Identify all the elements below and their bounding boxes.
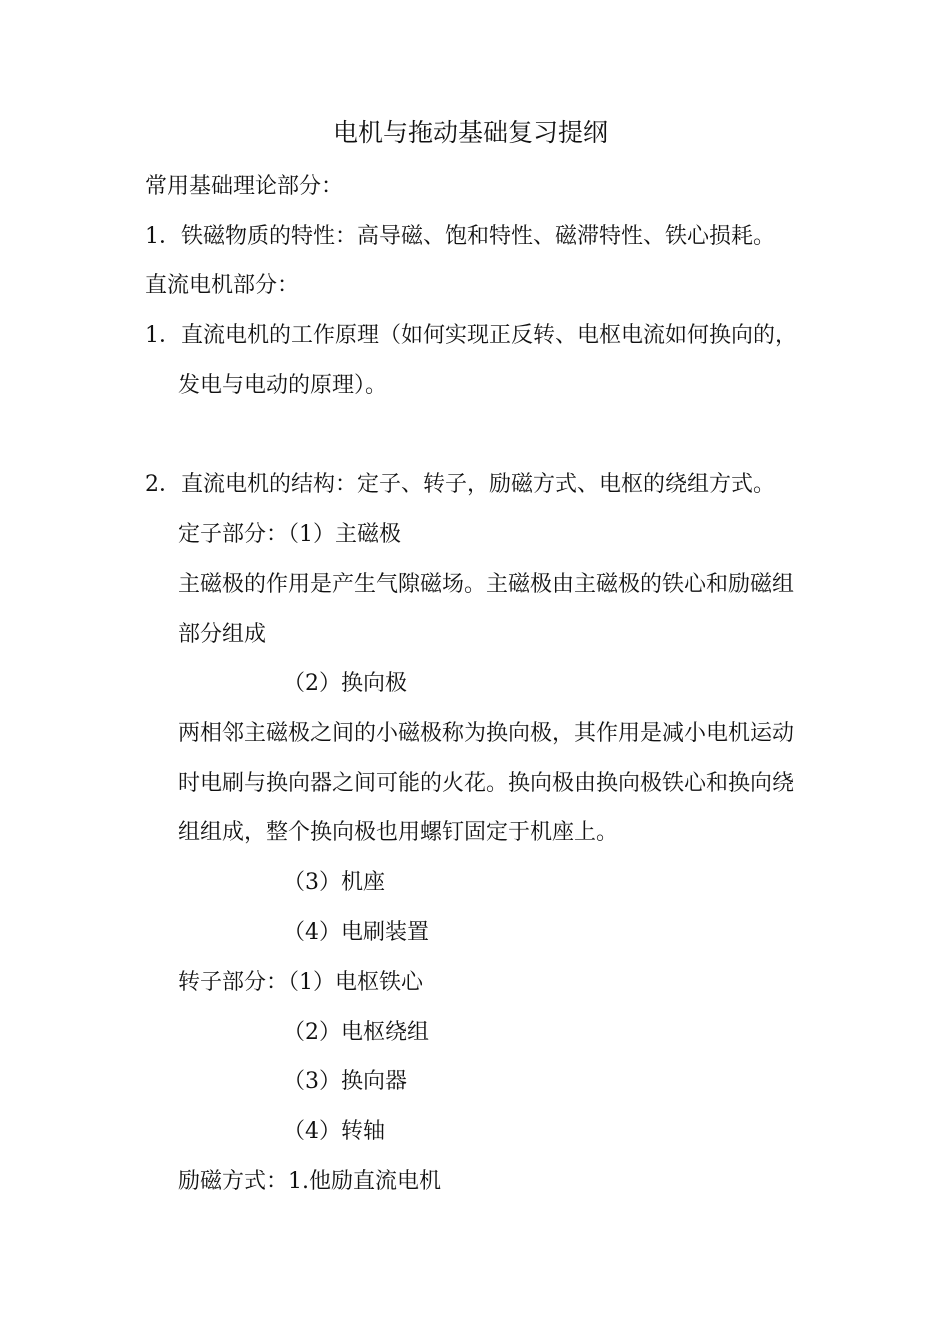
list-item: 1．铁磁物质的特性：高导磁、饱和特性、磁滞特性、铁心损耗。 (145, 224, 775, 249)
sub-item: （2）换向极 (283, 671, 407, 696)
sub-item: （4）电刷装置 (283, 920, 429, 945)
paragraph-line: 部分组成 (178, 622, 267, 647)
subsection-excitation: 励磁方式：1.他励直流电机 (178, 1169, 441, 1194)
paragraph-line: 两相邻主磁极之间的小磁极称为换向极，其作用是减小电机运动 (178, 721, 795, 746)
sub-item: （2）电枢绕组 (283, 1020, 429, 1045)
section-heading-basic-theory: 常用基础理论部分： (145, 174, 344, 199)
paragraph-line: 主磁极的作用是产生气隙磁场。主磁极由主磁极的铁心和励磁组 (178, 572, 795, 597)
sub-item: （3）换向器 (283, 1069, 407, 1094)
paragraph-line: 组组成，整个换向极也用螺钉固定于机座上。 (178, 820, 619, 845)
section-heading-dc-motor: 直流电机部分： (145, 273, 300, 298)
paragraph-line: 时电刷与换向器之间可能的火花。换向极由换向极铁心和换向绕 (178, 771, 795, 796)
sub-item: （3）机座 (283, 870, 385, 895)
subsection-rotor: 转子部分：（1）电枢铁心 (178, 970, 423, 995)
list-item: 1．直流电机的工作原理（如何实现正反转、电枢电流如何换向的， (145, 323, 797, 348)
list-item-continuation: 发电与电动的原理）。 (178, 373, 388, 398)
sub-item: （4）转轴 (283, 1119, 385, 1144)
subsection-stator: 定子部分：（1）主磁极 (178, 522, 401, 547)
document-title: 电机与拖动基础复习提纲 (333, 118, 609, 147)
list-item: 2．直流电机的结构：定子、转子，励磁方式、电枢的绕组方式。 (145, 472, 775, 497)
